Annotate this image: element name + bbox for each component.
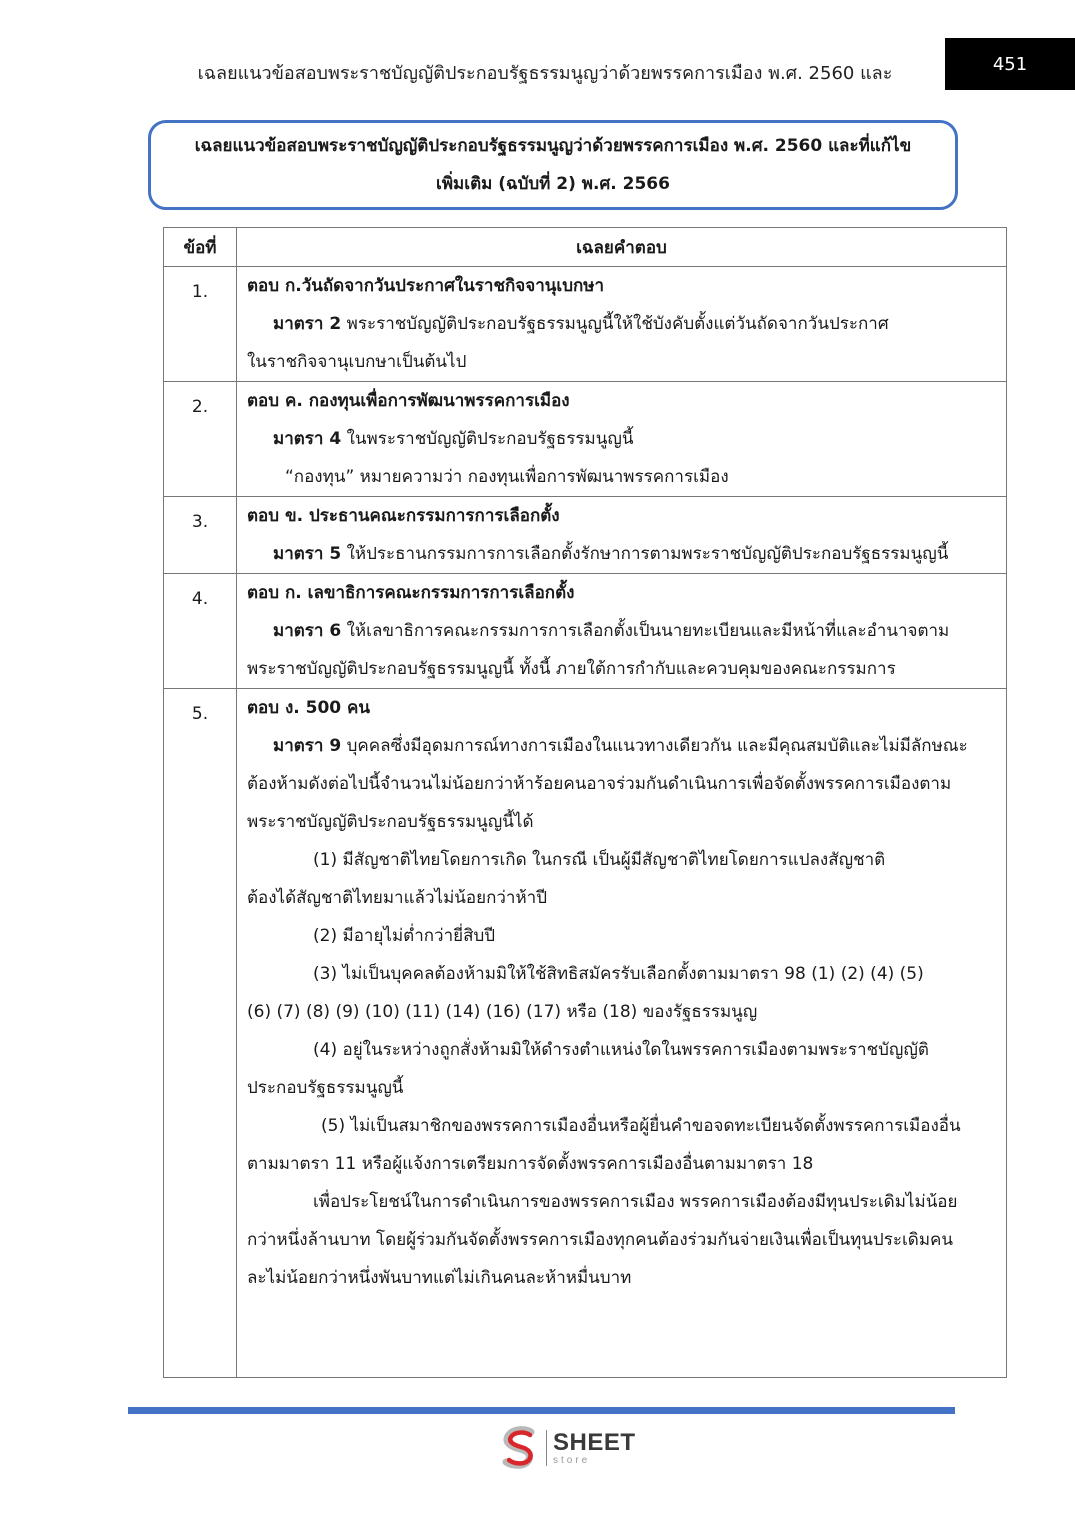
question-number: 2. [164, 382, 237, 497]
law-label: มาตรา 6 [273, 621, 342, 641]
logo-separator [546, 1430, 547, 1466]
answer-line: ตอบ ค. กองทุนเพื่อการพัฒนาพรรคการเมือง [247, 391, 570, 411]
running-header: เฉลยแนวข้อสอบพระราชบัญญัติประกอบรัฐธรรมนูญว่าด้วยพรรคการเมือง พ.ศ. 2560 และ [197, 63, 893, 84]
question-number: 1. [164, 267, 237, 382]
table-row [164, 267, 1007, 382]
law-item: (4) อยู่ในระหว่างถูกสั่งห้ามมิให้ดำรงตำแหน่งใดในพรรคการเมืองตามพระราชบัญญัติ [313, 1040, 929, 1060]
law-item-cont: ต้องได้สัญชาติไทยมาแล้วไม่น้อยกว่าห้าปี [247, 888, 547, 908]
law-item-cont: (6) (7) (8) (9) (10) (11) (14) (16) (17) หรือ (18) ของรัฐธรรมนูญ [247, 1002, 758, 1022]
law-label: มาตรา 2 [273, 314, 342, 334]
logo-word: SHEET [553, 1428, 636, 1456]
sheet-store-logo [500, 1426, 636, 1470]
law-item: (2) มีอายุไม่ต่ำกว่ายี่สิบปี [313, 926, 496, 946]
answer-cell [237, 497, 1007, 574]
law-text: มาตรา 5 ให้ประธานกรรมการการเลือกตั้งรักษาการตามพระราชบัญญัติประกอบรัฐธรรมนูญนี้ [273, 544, 949, 564]
question-number: 3. [164, 497, 237, 574]
law-label: มาตรา 9 [273, 736, 342, 756]
table-row [164, 382, 1007, 497]
law-paragraph: เพื่อประโยชน์ในการดำเนินการของพรรคการเมือง พรรคการเมืองต้องมีทุนประเดิมไม่น้อย [313, 1192, 958, 1212]
page-number: 451 [945, 38, 1075, 90]
logo-text [553, 1428, 636, 1466]
law-text: มาตรา 2 พระราชบัญญัติประกอบรัฐธรรมนูญนี้ให้ใช้บังคับตั้งแต่วันถัดจากวันประกาศ [273, 314, 889, 334]
law-text-cont: “กองทุน” หมายความว่า กองทุนเพื่อการพัฒนาพรรคการเมือง [285, 467, 729, 487]
law-text-cont: ในราชกิจจานุเบกษาเป็นต้นไป [247, 352, 467, 372]
table-row [164, 689, 1007, 1378]
answer-line: ตอบ ง. 500 คน [247, 698, 371, 718]
law-item: (3) ไม่เป็นบุคคลต้องห้ามมิให้ใช้สิทธิสมัครรับเลือกตั้งตามมาตรา 98 (1) (2) (4) (5) [313, 964, 924, 984]
table-row [164, 574, 1007, 689]
answer-cell [237, 382, 1007, 497]
column-header-number: ข้อที่ [164, 228, 237, 267]
law-item: (5) ไม่เป็นสมาชิกของพรรคการเมืองอื่นหรือผู้ยื่นคำขอจดทะเบียนจัดตั้งพรรคการเมืองอื่น [321, 1116, 961, 1136]
law-text-cont: พระราชบัญญัติประกอบรัฐธรรมนูญนี้ได้ [247, 812, 534, 832]
logo-subword: store [553, 1454, 591, 1466]
title-line-1: เฉลยแนวข้อสอบพระราชบัญญัติประกอบรัฐธรรมนูญว่าด้วยพรรคการเมือง พ.ศ. 2560 และที่แก้ไข [194, 136, 912, 156]
law-text-cont: พระราชบัญญัติประกอบรัฐธรรมนูญนี้ ทั้งนี้ ภายใต้การกำกับและควบคุมของคณะกรรมการ [247, 659, 896, 679]
answer-line: ตอบ ก. เลขาธิการคณะกรรมการการเลือกตั้ง [247, 583, 575, 603]
title-box [148, 120, 958, 210]
table-row [164, 497, 1007, 574]
sheet-s-logo-icon [500, 1426, 540, 1470]
law-text-cont: ต้องห้ามดังต่อไปนี้จำนวนไม่น้อยกว่าห้าร้อยคนอาจร่วมกันดำเนินการเพื่อจัดตั้งพรรคการเมืองตาม [247, 774, 952, 794]
answer-cell [237, 267, 1007, 382]
law-paragraph-cont: ละไม่น้อยกว่าหนึ่งพันบาทแต่ไม่เกินคนละห้าหมื่นบาท [247, 1268, 632, 1288]
column-header-answer: เฉลยคำตอบ [237, 228, 1007, 267]
law-label: มาตรา 4 [273, 429, 342, 449]
law-text: มาตรา 9 บุคคลซึ่งมีอุดมการณ์ทางการเมืองในแนวทางเดียวกัน และมีคุณสมบัติและไม่มีลักษณะ [273, 736, 968, 756]
law-item-cont: ตามมาตรา 11 หรือผู้แจ้งการเตรียมการจัดตั้งพรรคการเมืองอื่นตามมาตรา 18 [247, 1154, 814, 1174]
answer-cell [237, 574, 1007, 689]
title-line-2: เพิ่มเติม (ฉบับที่ 2) พ.ศ. 2566 [436, 174, 670, 194]
law-item-cont: ประกอบรัฐธรรมนูญนี้ [247, 1078, 404, 1098]
law-item: (1) มีสัญชาติไทยโดยการเกิด ในกรณี เป็นผู้มีสัญชาติไทยโดยการแปลงสัญชาติ [313, 850, 886, 870]
law-text: มาตรา 4 ในพระราชบัญญัติประกอบรัฐธรรมนูญนี้ [273, 429, 634, 449]
answer-table [163, 227, 1007, 1378]
table-header-row [164, 228, 1007, 267]
law-text: มาตรา 6 ให้เลขาธิการคณะกรรมการการเลือกตั้งเป็นนายทะเบียนและมีหน้าที่และอำนาจตาม [273, 621, 950, 641]
law-paragraph-cont: กว่าหนึ่งล้านบาท โดยผู้ร่วมกันจัดตั้งพรรคการเมืองทุกคนต้องร่วมกันจ่ายเงินเพื่อเป็นทุนประเดิมคน [247, 1230, 954, 1250]
answer-line: ตอบ ข. ประธานคณะกรรมการการเลือกตั้ง [247, 506, 560, 526]
footer-rule [128, 1407, 955, 1414]
law-label: มาตรา 5 [273, 544, 342, 564]
answer-line: ตอบ ก.วันถัดจากวันประกาศในราชกิจจานุเบกษา [247, 276, 605, 296]
question-number: 4. [164, 574, 237, 689]
question-number: 5. [164, 689, 237, 1378]
answer-cell [237, 689, 1007, 1378]
